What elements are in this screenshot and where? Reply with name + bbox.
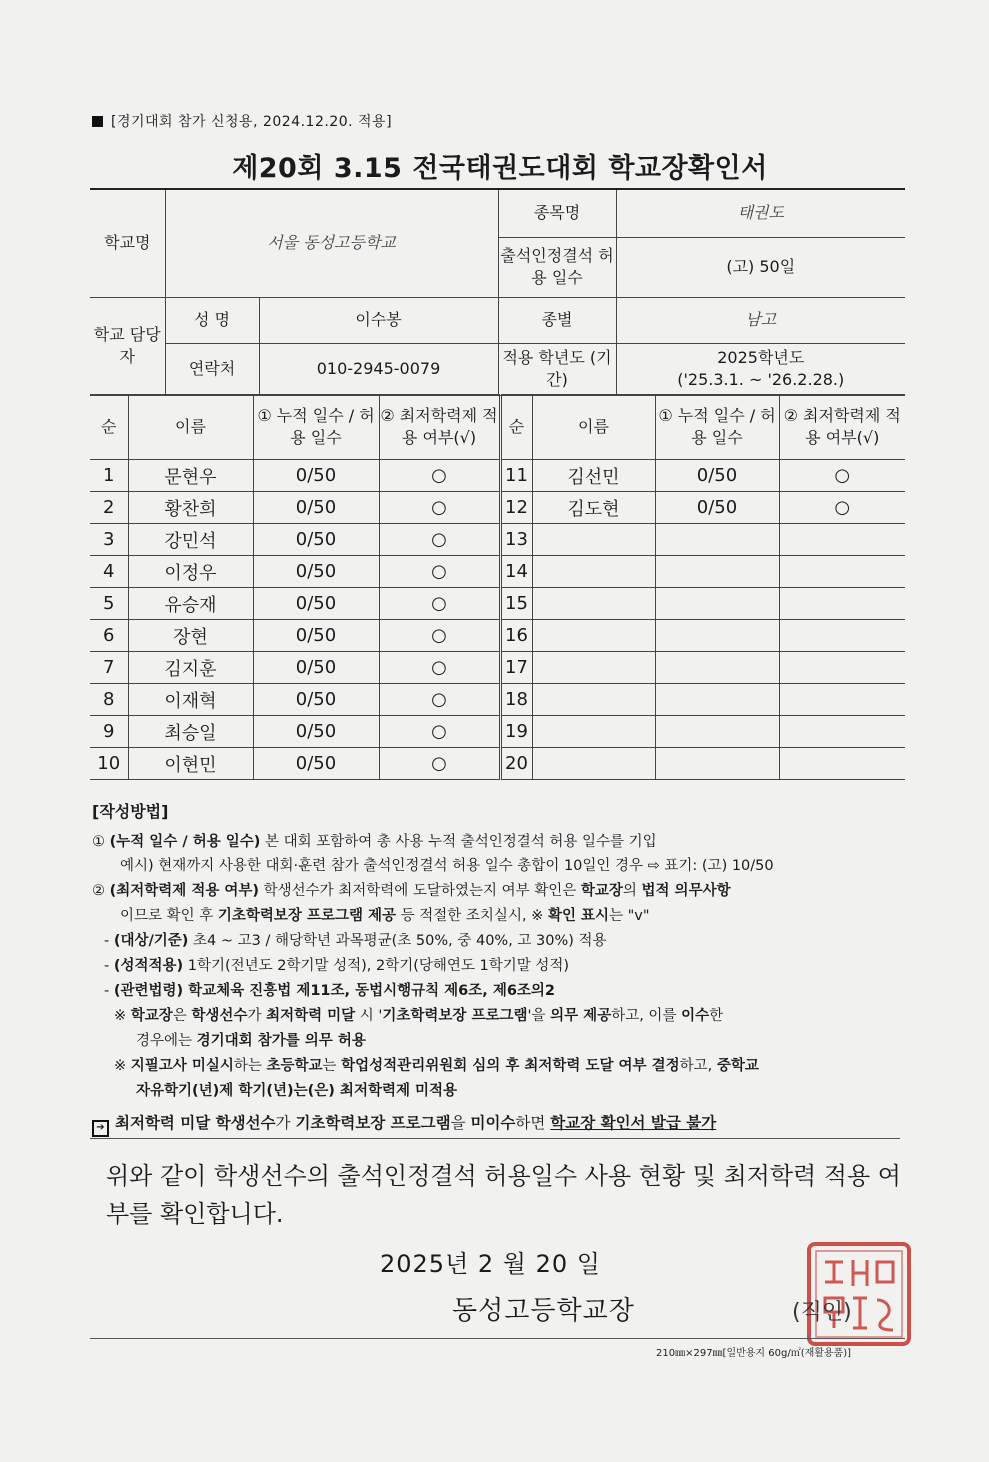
instruction-emphasis: 지필고사 미실시 bbox=[130, 1057, 234, 1074]
row-mark: ○ bbox=[379, 748, 500, 780]
warning-text: 미이수 bbox=[470, 1113, 516, 1132]
warning-emphasis: 학교장 확인서 발급 불가 bbox=[550, 1113, 717, 1132]
table-row bbox=[90, 748, 905, 780]
row-mark: ○ bbox=[379, 716, 500, 748]
row-no: 17 bbox=[500, 652, 532, 684]
instruction-text: 이므로 확인 후 bbox=[120, 908, 218, 925]
row-mark bbox=[779, 684, 905, 716]
instruction-line bbox=[92, 830, 902, 855]
row-name: 황찬희 bbox=[128, 492, 253, 524]
instruction-emphasis: 초등학교 bbox=[266, 1057, 323, 1074]
row-name: 이현민 bbox=[128, 748, 253, 780]
official-seal bbox=[805, 1240, 913, 1348]
row-no: 4 bbox=[90, 556, 128, 588]
instruction-emphasis: 경기대회 참가를 의무 허용 bbox=[196, 1033, 366, 1050]
row-no: 5 bbox=[90, 588, 128, 620]
row-days: 0/50 bbox=[253, 588, 379, 620]
col-header-no: 순 bbox=[500, 395, 532, 460]
row-days bbox=[655, 556, 779, 588]
row-name: 김지훈 bbox=[128, 652, 253, 684]
col-header-days: ① 누적 일수 / 허용 일수 bbox=[253, 395, 379, 460]
year-cell bbox=[616, 343, 905, 395]
col-header-no: 순 bbox=[90, 395, 128, 460]
warning-line bbox=[92, 1110, 902, 1137]
col-header-name: 이름 bbox=[532, 395, 655, 460]
instruction-text: 등 적절한 조치실시, ※ bbox=[396, 908, 548, 925]
row-mark: ○ bbox=[779, 460, 905, 492]
row-mark: ○ bbox=[379, 620, 500, 652]
paper-spec: 210㎜×297㎜[일반용지 60g/㎡(재활용품)] bbox=[656, 1348, 852, 1359]
row-days: 0/50 bbox=[253, 684, 379, 716]
row-days: 0/50 bbox=[253, 460, 379, 492]
dash-bullet: - bbox=[104, 958, 114, 975]
row-name bbox=[532, 716, 655, 748]
table-row bbox=[90, 588, 905, 620]
row-mark: ○ bbox=[379, 492, 500, 524]
divider bbox=[90, 1338, 905, 1339]
instruction-text: 의 bbox=[622, 883, 642, 900]
row-name: 최승일 bbox=[128, 716, 253, 748]
row-mark bbox=[779, 524, 905, 556]
roster-table bbox=[90, 394, 905, 780]
row-no: 1 bbox=[90, 460, 128, 492]
row-days: 0/50 bbox=[253, 748, 379, 780]
dash-bullet: - bbox=[104, 983, 114, 1000]
row-name bbox=[532, 748, 655, 780]
instruction-term: (성적적용) bbox=[113, 958, 184, 975]
table-row bbox=[90, 620, 905, 652]
document-title: 제20회 3.15 전국태권도대회 학교장확인서 bbox=[232, 153, 768, 184]
form-note-text: [경기대회 참가 신청용, 2024.12.20. 적용] bbox=[111, 114, 393, 130]
row-mark bbox=[779, 652, 905, 684]
seal-label: (직인) bbox=[792, 1300, 852, 1325]
instruction-text: '을 bbox=[527, 1008, 551, 1025]
row-no: 15 bbox=[500, 588, 532, 620]
school-label: 학교명 bbox=[90, 189, 165, 297]
row-days bbox=[655, 620, 779, 652]
gender-label: 종별 bbox=[498, 297, 616, 343]
col-header-minacad: ② 최저학력제 적용 여부(√) bbox=[779, 395, 905, 460]
manager-label: 학교 담당자 bbox=[90, 297, 165, 395]
event-label: 종목명 bbox=[498, 189, 616, 237]
row-mark bbox=[779, 620, 905, 652]
reference-mark: ※ bbox=[114, 1008, 131, 1025]
row-mark bbox=[779, 748, 905, 780]
square-bullet-icon bbox=[92, 116, 103, 127]
contact-label: 연락처 bbox=[165, 343, 259, 395]
instruction-emphasis: 법적 의무사항 bbox=[641, 883, 731, 900]
instruction-line bbox=[92, 979, 902, 1004]
row-name bbox=[532, 556, 655, 588]
instruction-line bbox=[92, 1079, 902, 1104]
divider bbox=[90, 1138, 900, 1139]
circled-number: ② bbox=[92, 883, 110, 900]
absence-value: (고) 50일 bbox=[616, 237, 905, 297]
instruction-emphasis: 학업성적관리위원회 심의 후 최저학력 도달 여부 결정 bbox=[341, 1057, 680, 1074]
instruction-text: 는 "v" bbox=[609, 908, 650, 925]
instruction-text: 는 bbox=[322, 1057, 342, 1074]
instruction-text: 본 대회 포함하여 총 사용 누적 출석인정결석 허용 일수를 기입 bbox=[260, 833, 657, 850]
instruction-emphasis: 자유학기(년)제 학기(년)는(은) 최저학력제 미적용 bbox=[136, 1082, 458, 1099]
row-no: 6 bbox=[90, 620, 128, 652]
row-name bbox=[532, 588, 655, 620]
table-row bbox=[90, 716, 905, 748]
row-mark: ○ bbox=[379, 652, 500, 684]
contact-value: 010-2945-0079 bbox=[259, 343, 498, 395]
row-days: 0/50 bbox=[655, 460, 779, 492]
row-mark bbox=[779, 588, 905, 620]
table-row bbox=[90, 524, 905, 556]
roster-header-row bbox=[90, 395, 905, 460]
row-days: 0/50 bbox=[253, 652, 379, 684]
col-header-days: ① 누적 일수 / 허용 일수 bbox=[655, 395, 779, 460]
issue-date: 2025년 2 월 20 일 bbox=[380, 1250, 601, 1278]
table-row bbox=[90, 556, 905, 588]
instruction-text: 한 bbox=[709, 1008, 724, 1025]
row-no: 11 bbox=[500, 460, 532, 492]
instruction-line bbox=[92, 879, 902, 904]
row-days: 0/50 bbox=[253, 492, 379, 524]
table-row bbox=[90, 492, 905, 524]
instructions bbox=[92, 798, 902, 1137]
row-no: 3 bbox=[90, 524, 128, 556]
row-name: 김선민 bbox=[532, 460, 655, 492]
instruction-text: 하고, bbox=[679, 1057, 717, 1074]
instruction-line bbox=[92, 1004, 902, 1029]
instruction-emphasis: 의무 제공 bbox=[550, 1008, 612, 1025]
row-name bbox=[532, 620, 655, 652]
instruction-text: 시 ' bbox=[355, 1008, 383, 1025]
instruction-text: 가 bbox=[247, 1008, 267, 1025]
row-mark: ○ bbox=[379, 524, 500, 556]
instruction-text: 1학기(전년도 2학기말 성적), 2학기(당해연도 1학기말 성적) bbox=[183, 958, 570, 975]
instruction-term: (누적 일수 / 허용 일수) bbox=[109, 833, 261, 850]
row-name bbox=[532, 684, 655, 716]
row-days bbox=[655, 716, 779, 748]
instruction-line bbox=[92, 904, 902, 929]
event-value: 태권도 bbox=[616, 189, 905, 237]
row-no: 10 bbox=[90, 748, 128, 780]
row-mark: ○ bbox=[379, 556, 500, 588]
row-mark: ○ bbox=[379, 588, 500, 620]
row-days: 0/50 bbox=[253, 524, 379, 556]
row-mark bbox=[779, 556, 905, 588]
absence-label: 출석인정결석 허용 일수 bbox=[498, 237, 616, 297]
row-no: 20 bbox=[500, 748, 532, 780]
row-no: 13 bbox=[500, 524, 532, 556]
instruction-line bbox=[92, 929, 902, 954]
row-days bbox=[655, 684, 779, 716]
instruction-text: 경우에는 bbox=[136, 1033, 197, 1050]
row-mark bbox=[779, 716, 905, 748]
arrow-box-icon: ➔ bbox=[92, 1120, 109, 1137]
circled-number: ① bbox=[92, 833, 110, 850]
instruction-emphasis: 확인 표시 bbox=[547, 908, 610, 925]
instruction-emphasis: 이수 bbox=[681, 1008, 710, 1025]
row-days: 0/50 bbox=[655, 492, 779, 524]
instruction-line bbox=[92, 1054, 902, 1079]
principal-title: 동성고등학교장 bbox=[452, 1296, 635, 1326]
row-no: 16 bbox=[500, 620, 532, 652]
confirmation-text: 위와 같이 학생선수의 출석인정결석 허용일수 사용 현황 및 최저학력 적용 여부를 확인합니다. bbox=[106, 1162, 901, 1229]
row-no: 7 bbox=[90, 652, 128, 684]
name-label: 성 명 bbox=[165, 297, 259, 343]
gender-value: 남고 bbox=[616, 297, 905, 343]
dash-bullet: - bbox=[104, 933, 114, 950]
row-no: 12 bbox=[500, 492, 532, 524]
row-name: 강민석 bbox=[128, 524, 253, 556]
row-days: 0/50 bbox=[253, 556, 379, 588]
row-name bbox=[532, 652, 655, 684]
row-days bbox=[655, 652, 779, 684]
year-period: ('25.3.1. ~ '26.2.28.) bbox=[677, 370, 845, 389]
row-name bbox=[532, 524, 655, 556]
instruction-line bbox=[92, 1029, 902, 1054]
row-days: 0/50 bbox=[253, 716, 379, 748]
row-no: 19 bbox=[500, 716, 532, 748]
table-row bbox=[90, 652, 905, 684]
warning-text: 을 bbox=[450, 1113, 471, 1132]
instruction-line: 예시) 현재까지 사용한 대회·훈련 참가 출석인정결석 허용 일수 총합이 10일인 경우 ⇨ 표기: (고) 10/50 bbox=[120, 858, 774, 875]
instruction-emphasis: 기초학력보장 프로그램 제공 bbox=[217, 908, 397, 925]
row-no: 9 bbox=[90, 716, 128, 748]
instruction-emphasis: 학교장 bbox=[580, 883, 623, 900]
warning-text: 기초학력보장 프로그램 bbox=[295, 1113, 451, 1132]
row-mark: ○ bbox=[379, 684, 500, 716]
warning-text: 하면 bbox=[515, 1113, 551, 1132]
row-name: 이정우 bbox=[128, 556, 253, 588]
table-row bbox=[90, 460, 905, 492]
instruction-term: (관련법령) 학교체육 진흥법 제11조, 동법시행규칙 제6조, 제6조의2 bbox=[113, 983, 556, 1000]
row-no: 2 bbox=[90, 492, 128, 524]
col-header-minacad: ② 최저학력제 적용 여부(√) bbox=[379, 395, 500, 460]
instructions-heading: [작성방법] bbox=[92, 802, 169, 821]
row-no: 14 bbox=[500, 556, 532, 588]
instruction-text: 하는 bbox=[233, 1057, 267, 1074]
instruction-term: (최저학력제 적용 여부) bbox=[109, 883, 260, 900]
row-days bbox=[655, 588, 779, 620]
instruction-emphasis: 최저학력 미달 bbox=[266, 1008, 356, 1025]
instruction-line bbox=[92, 954, 902, 979]
warning-text: 최저학력 미달 학생선수 bbox=[115, 1113, 276, 1132]
instruction-text: 은 bbox=[172, 1008, 192, 1025]
row-name: 문현우 bbox=[128, 460, 253, 492]
table-row bbox=[90, 684, 905, 716]
instruction-text: 초4 ~ 고3 / 해당학년 과목평균(초 50%, 중 40%, 고 30%) 적용 bbox=[188, 933, 607, 950]
instruction-text: 하고, 이를 bbox=[611, 1008, 682, 1025]
row-days bbox=[655, 524, 779, 556]
row-days: 0/50 bbox=[253, 620, 379, 652]
info-table bbox=[90, 188, 905, 396]
row-no: 8 bbox=[90, 684, 128, 716]
row-name: 김도현 bbox=[532, 492, 655, 524]
row-no: 18 bbox=[500, 684, 532, 716]
col-header-name: 이름 bbox=[128, 395, 253, 460]
row-mark: ○ bbox=[379, 460, 500, 492]
row-name: 장현 bbox=[128, 620, 253, 652]
instruction-emphasis: 기초학력보장 프로그램 bbox=[382, 1008, 528, 1025]
instruction-text: 학생선수가 최저학력에 도달하였는지 여부 확인은 bbox=[259, 883, 581, 900]
row-name: 유승재 bbox=[128, 588, 253, 620]
row-name: 이재혁 bbox=[128, 684, 253, 716]
instruction-term: (대상/기준) bbox=[113, 933, 189, 950]
name-value: 이수봉 bbox=[259, 297, 498, 343]
instruction-emphasis: 중학교 bbox=[716, 1057, 759, 1074]
year-label: 적용 학년도 (기간) bbox=[498, 343, 616, 395]
reference-mark: ※ bbox=[114, 1057, 131, 1074]
row-days bbox=[655, 748, 779, 780]
school-value: 서울 동성고등학교 bbox=[165, 189, 498, 297]
instruction-emphasis: 학생선수 bbox=[191, 1008, 248, 1025]
instruction-emphasis: 학교장 bbox=[130, 1008, 173, 1025]
year-value: 2025학년도 bbox=[717, 348, 805, 368]
warning-text: 가 bbox=[275, 1113, 296, 1132]
form-note bbox=[92, 111, 392, 131]
row-mark: ○ bbox=[779, 492, 905, 524]
